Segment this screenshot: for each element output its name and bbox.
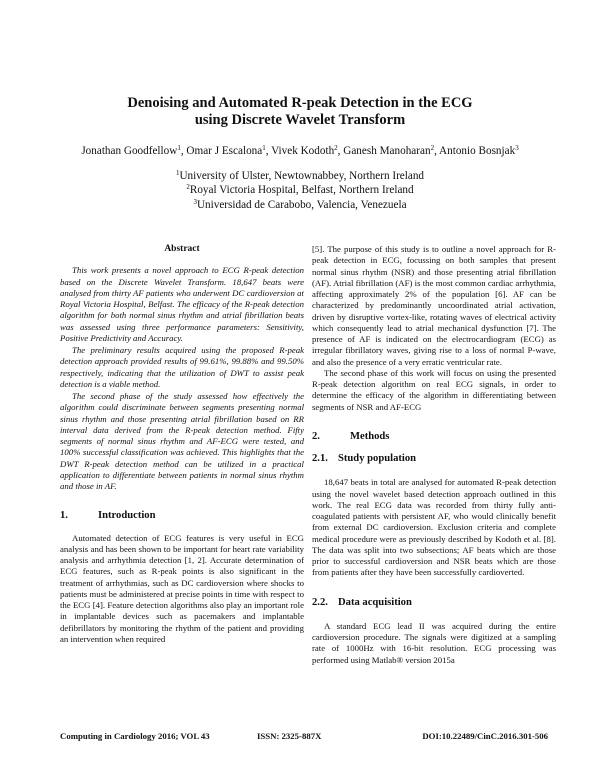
abstract	[60, 265, 304, 492]
section-heading-introduction: 1. Introduction	[60, 510, 156, 522]
title-line-1: Denoising and Automated R-peak Detection in the ECG	[127, 95, 473, 111]
abstract-paragraph: The second phase of the study assessed how effectively the algorithm could discriminate between segments presenting normal sinus rhythm and those presenting atrial fibrillation based on RR interval data derived from the R-peak detection method. Fifty segments of normal sinus rhythm and AF-ECG were tested, and 100% successful classification was achieved. This highlights that the DWT R-peak detection method can be utilized in a practical application to differentiate between patients in normal sinus rhythm and those in AF.	[60, 391, 304, 491]
abstract-paragraph: This work presents a novel approach to ECG R-peak detection based on the Discrete Wavelet Transform. 18,647 beats were analysed from thirty AF patients who underwent DC cardioversion at Royal Victoria Hospital, Belfast. The efficacy of the R-peak detection algorithm for both normal sinus rhythm and atrial fibrillation beats was assessed using three performance parameters: Sensitivity, Positive Predictivity and Accuracy.	[60, 265, 304, 343]
abstract-heading: Abstract	[164, 244, 200, 254]
body-paragraph: [5]. The purpose of this study is to outline a novel approach for R-peak detection in ECG, focussing on both samples that present normal sinus rhythm (NSR) and those presenting atrial fibrillation (AF). Atrial fibrillation (AF) is the most common cardiac arrhythmia, affecting approximately 2% of the population [6]. AF can be characterized by predominantly uncoordinated atrial activation, driven by disruptive vortex-like, rotating waves of electrical activity which consequently lead to atrial mechanical dysfunction [7]. The presence of AF is indicated on the electrocardiogram (ECG) as irregular fibrillatory waves, giving rise to a loss of normal P-wave, and also the presence of a very erratic ventricular rate.	[312, 244, 556, 367]
affiliation: $^2$Royal Victoria Hospital, Belfast, Northern Ireland	[186, 183, 414, 197]
body-paragraph: A standard ECG lead II was acquired during the entire cardioversion procedure. The signals were digitized at a sampling rate of 1000Hz with 16-bit resolution. ECG processing was performed using Matlab® version 2015a	[312, 620, 556, 665]
right-column	[312, 244, 556, 666]
author: Antonio Bosnjak$^3$	[439, 144, 519, 157]
section-heading-methods: 2. Methods	[312, 430, 390, 442]
title-line-2: using Discrete Wavelet Transform	[194, 112, 406, 128]
footer-doi: DOI:10.22489/CinC.2016.301-506	[422, 731, 548, 741]
author: Vivek Kodoth$^2$,	[271, 144, 344, 157]
affiliation: $^1$University of Ulster, Newtownabbey, Northern Ireland	[175, 169, 425, 182]
author: Jonathan Goodfellow$^1$,	[81, 144, 187, 157]
author: Omar J Escalona$^1$,	[186, 144, 272, 157]
body-paragraph: The second phase of this work will focus on using the presented R-peak detection algorithm on real ECG signals, in order to determine the efficacy of the algorithm in differentiating between segments of NSR and AF-ECG	[312, 367, 556, 412]
author-list	[0, 144, 600, 158]
footer-issn: ISSN: 2325-887X	[257, 731, 322, 741]
author: Ganesh Manoharan$^2$,	[343, 144, 440, 157]
footer-journal: Computing in Cardiology 2016; VOL 43	[60, 731, 210, 741]
body-paragraph: Automated detection of ECG features is very useful in ECG analysis and has been shown to be important for heart rate variability analysis and arrhythmia detection [1, 2]. Accurate determination of ECG features, such as R-peak points is also significant in the treatment of arrhythmias, such as DC cardioversion where shocks to patients must be administered at precise points in time with respect to the ECG [4]. Feature detection algorithms also play an important role in implantable devices such as pacemakers and implantable defibrillators by monitoring the rhythm of the patient and providing an intervention when required	[60, 532, 304, 644]
affiliation: $^3$Universidad de Carabobo, Valencia, Venezuela	[193, 197, 407, 211]
abstract-paragraph: The preliminary results acquired using the proposed R-peak detection approach provided results of 99.61%, 99.88% and 99.50% respectively, indicating that the utilization of DWT to assist peak detection is a viable method.	[60, 345, 304, 389]
left-column	[60, 244, 304, 645]
affiliation-list	[0, 169, 600, 212]
subsection-heading-data-acquisition: 2.2. Data acquisition	[312, 596, 412, 608]
body-paragraph: 18,647 beats in total are analysed for automated R-peak detection using the novel wavelet based detection approach outlined in this work. The real ECG data was recorded from thirty fully anti-coagulated patients with persistent AF, who would clinically benefit from external DC cardioversion. Exclusion criteria and complete medical procedure were as previously described by Kodoth et al. [8]. The data was split into two subsections; AF beats which are those prior to successful cardioversion and NSR beats which are those from patients after they have been successfully cardioverted.	[312, 477, 556, 578]
subsection-heading-study-population: 2.1. Study population	[312, 453, 417, 464]
paper-title	[0, 95, 600, 129]
